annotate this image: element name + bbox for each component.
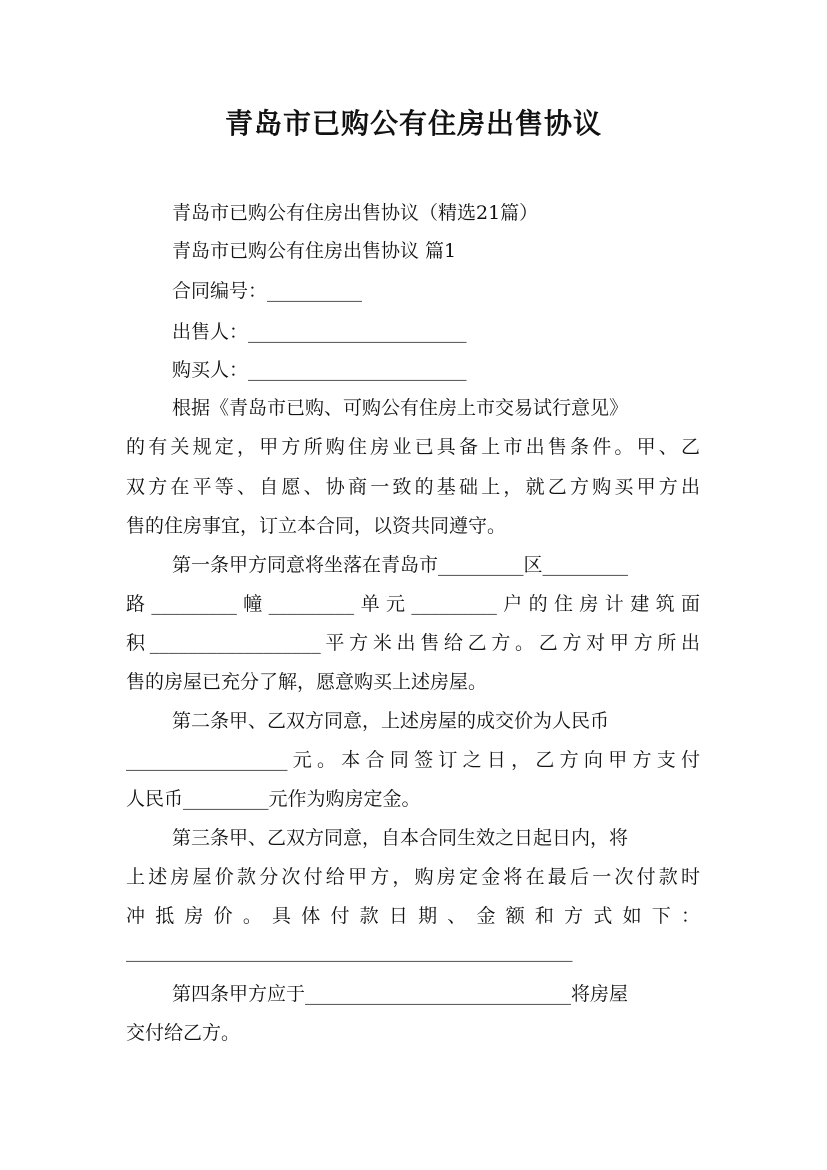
article-2-line: _________________元。本合同签订之日，乙方向甲方支付 — [126, 749, 700, 771]
payment-blank-line: _______________________________________________ — [126, 940, 573, 962]
article-4-line: 第四条甲方应于____________________________将房屋 — [172, 983, 629, 1005]
article-3-line: 冲抵房价。具体付款日期、金额和方式如下： — [126, 905, 700, 927]
subtitle-line: 青岛市已购公有住房出售协议（精选21篇） — [172, 202, 539, 224]
article-2-line: 人民币_________元作为购房定金。 — [126, 788, 421, 810]
paragraph-line: 双方在平等、自愿、协商一致的基础上，就乙方购买甲方出 — [126, 476, 700, 498]
article-1-line: 积__________________平方米出售给乙方。乙方对甲方所出 — [126, 632, 700, 654]
seller-line: 出售人：_______________________ — [172, 321, 467, 343]
buyer-line: 购买人：_______________________ — [172, 359, 467, 381]
section-heading: 青岛市已购公有住房出售协议 篇1 — [172, 240, 457, 262]
page-title: 青岛市已购公有住房出售协议 — [224, 107, 602, 140]
article-2-line: 第二条甲、乙双方同意，上述房屋的成交价为人民币 — [172, 710, 610, 732]
paragraph-line: 的有关规定，甲方所购住房业已具备上市出售条件。甲、乙 — [126, 436, 700, 458]
article-3-line: 上述房屋价款分次付给甲方，购房定金将在最后一次付款时 — [126, 866, 700, 888]
article-1-line: 路_________幢_________单元_________户的住房计建筑面 — [126, 593, 700, 615]
article-4-line: 交付给乙方。 — [126, 1022, 241, 1044]
article-3-line: 第三条甲、乙双方同意，自本合同生效之日起日内，将 — [172, 827, 629, 849]
paragraph-line: 售的住房事宜，订立本合同，以资共同遵守。 — [126, 515, 507, 537]
article-1-line: 售的房屋已充分了解，愿意购买上述房屋。 — [126, 671, 488, 693]
paragraph-line: 根据《青岛市已购、可购公有住房上市交易试行意见》 — [172, 397, 629, 419]
article-1-line: 第一条甲方同意将坐落在青岛市_________区_________ — [172, 554, 629, 576]
contract-number-line: 合同编号：__________ — [172, 280, 363, 302]
